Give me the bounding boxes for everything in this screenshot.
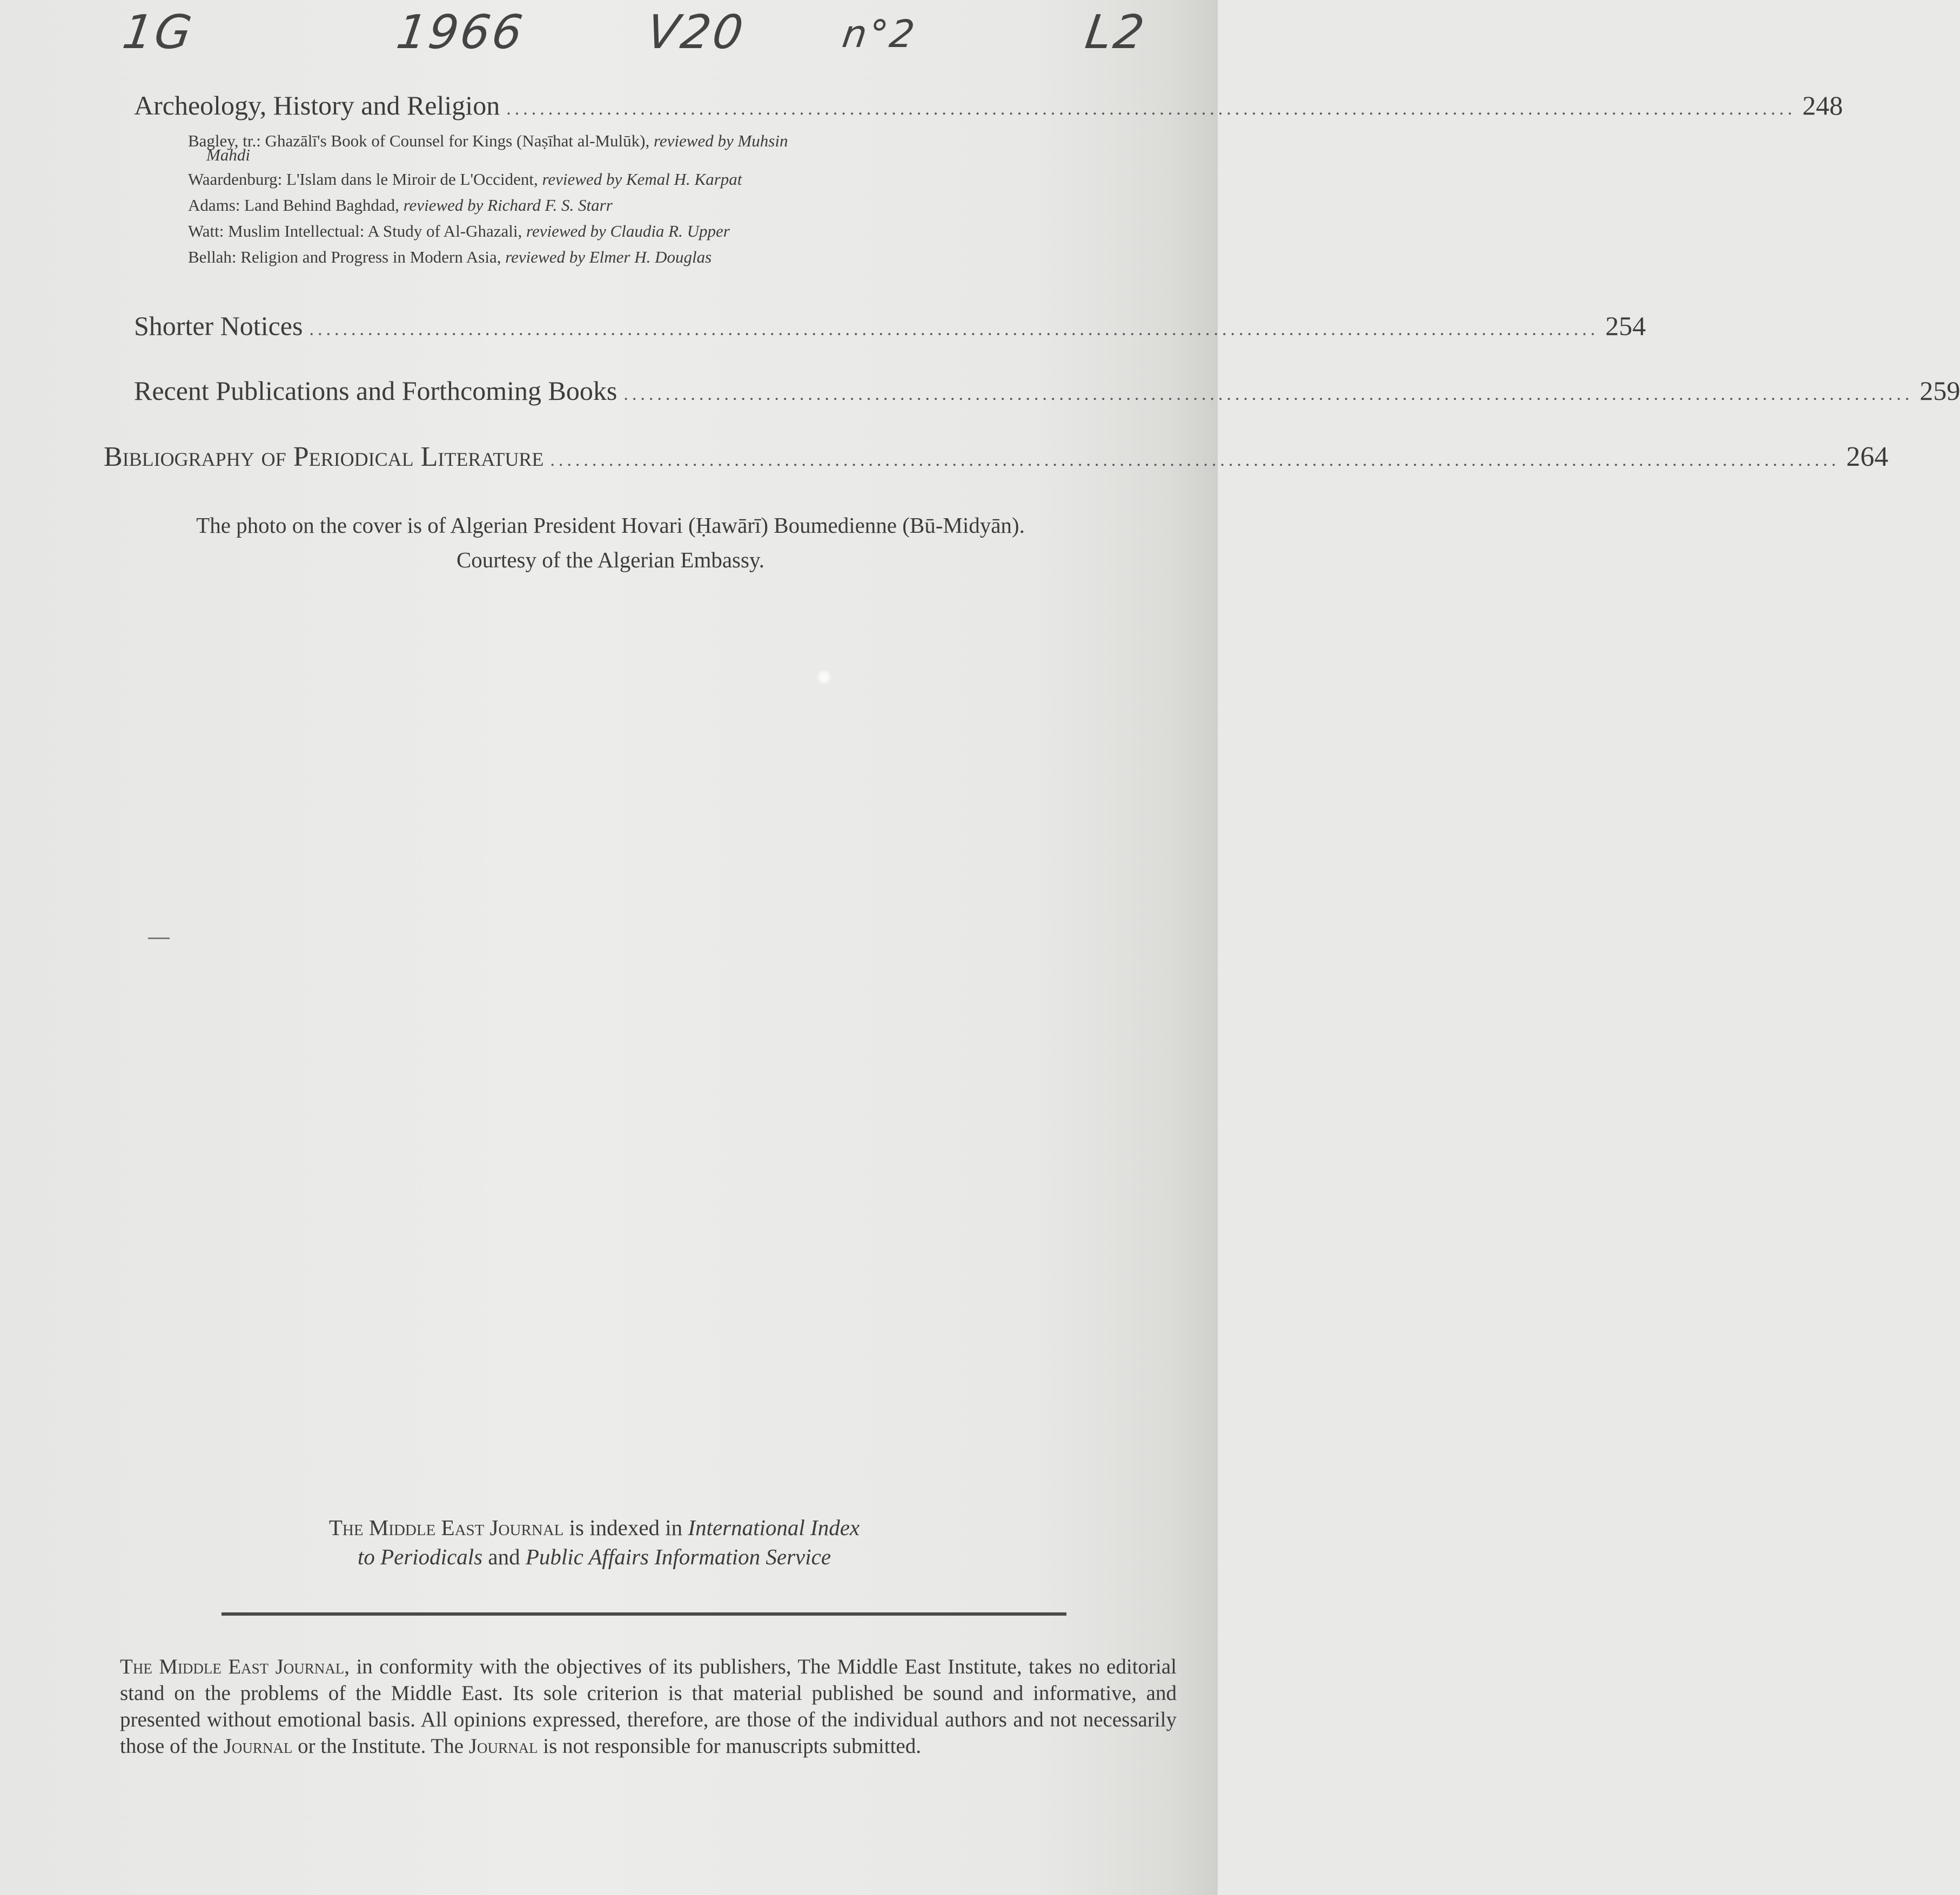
cover-caption-line-1: The photo on the cover is of Algerian President Hovari (Ḥawārī) Boumedienne (Bū-Midyān). xyxy=(196,513,1025,538)
cover-caption xyxy=(108,508,1113,577)
index-title: International Index xyxy=(688,1515,860,1540)
dot-leader: .......................................................................................................................................................... xyxy=(623,384,1914,404)
toc-entry-archeology xyxy=(134,90,1843,121)
toc-label: Recent Publications and Forthcoming Books xyxy=(134,376,617,406)
journal-name: The Middle East Journal xyxy=(328,1515,564,1540)
handwritten-note-1: 1G xyxy=(119,5,197,59)
toc-label: Shorter Notices xyxy=(134,311,303,341)
toc-label: Archeology, History and Religion xyxy=(134,90,500,120)
review-item xyxy=(188,244,1079,270)
toc-label: Bibliography of Periodical Literature xyxy=(104,441,544,472)
journal-name-short: Journal xyxy=(223,1735,293,1758)
review-reviewer-continued: Mahdi xyxy=(206,145,250,164)
review-book: Bellah: Religion and Progress in Modern Asia, xyxy=(188,247,506,266)
toc-entry-recent-publications xyxy=(134,375,1960,406)
journal-name-short: Journal xyxy=(468,1735,538,1758)
review-item xyxy=(188,192,1079,218)
toc-entry-bibliography xyxy=(104,441,1889,473)
handwritten-note-shelf: L2 xyxy=(1082,5,1150,59)
toc-page-number: 248 xyxy=(1802,90,1843,120)
toc-page-number: 264 xyxy=(1846,441,1889,472)
cover-caption-line-2: Courtesy of the Algerian Embassy. xyxy=(456,547,765,572)
paper-glint xyxy=(816,669,832,685)
editorial-disclaimer xyxy=(120,1653,1177,1759)
review-book: Watt: Muslim Intellectual: A Study of Al-Ghazali, xyxy=(188,222,527,240)
handwritten-note-volume: V20 xyxy=(643,5,749,59)
review-list xyxy=(188,129,1079,270)
review-item xyxy=(188,129,1079,162)
disclaimer-text: , in conformity with the objectives of its publishers, The Middle East Institute, takes no editorial stand on the problems of the Middle East. Its sole criterion is that material published be sound and informative, and presented without emotional basis. All opinions expressed, therefore, are those of the individual authors and not necessarily those of the xyxy=(120,1655,1177,1758)
index-title: to Periodicals xyxy=(357,1544,483,1569)
review-reviewer: reviewed by Muhsin xyxy=(653,131,788,150)
review-reviewer: reviewed by Elmer H. Douglas xyxy=(505,247,712,266)
handwritten-note-number: n°2 xyxy=(840,12,919,56)
disclaimer-text: is not responsible for manuscripts submitted. xyxy=(538,1735,921,1758)
margin-mark xyxy=(148,938,170,939)
review-item xyxy=(188,166,1079,192)
review-reviewer: reviewed by Richard F. S. Starr xyxy=(403,196,613,215)
disclaimer-text: or the Institute. The xyxy=(292,1735,469,1758)
toc-page-number: 254 xyxy=(1605,311,1646,341)
indexing-note xyxy=(162,1513,1026,1571)
horizontal-rule xyxy=(221,1612,1066,1616)
index-title: Public Affairs Information Service xyxy=(525,1544,831,1569)
dot-leader: .......................................................................................................................................................... xyxy=(506,99,1796,119)
review-book: Adams: Land Behind Baghdad, xyxy=(188,196,404,215)
dot-leader: .......................................................................................................................................................... xyxy=(309,319,1599,339)
review-reviewer: reviewed by Kemal H. Karpat xyxy=(542,170,742,189)
review-book: Waardenburg: L'Islam dans le Miroir de L'Occident, xyxy=(188,170,542,189)
review-book: Bagley, tr.: Ghazālī's Book of Counsel for Kings (Naṣīhat al-Mulūk), xyxy=(188,131,654,150)
review-reviewer: reviewed by Claudia R. Upper xyxy=(526,222,730,240)
note-text: is indexed in xyxy=(563,1515,688,1540)
journal-name: The Middle East Journal xyxy=(120,1655,345,1678)
review-item xyxy=(188,218,1079,244)
note-text: and xyxy=(482,1544,526,1569)
dot-leader: .......................................................................................................................................................... xyxy=(550,450,1840,470)
toc-entry-shorter-notices xyxy=(134,310,1646,341)
handwritten-note-year: 1966 xyxy=(393,5,528,59)
toc-page-number: 259 xyxy=(1919,376,1960,406)
